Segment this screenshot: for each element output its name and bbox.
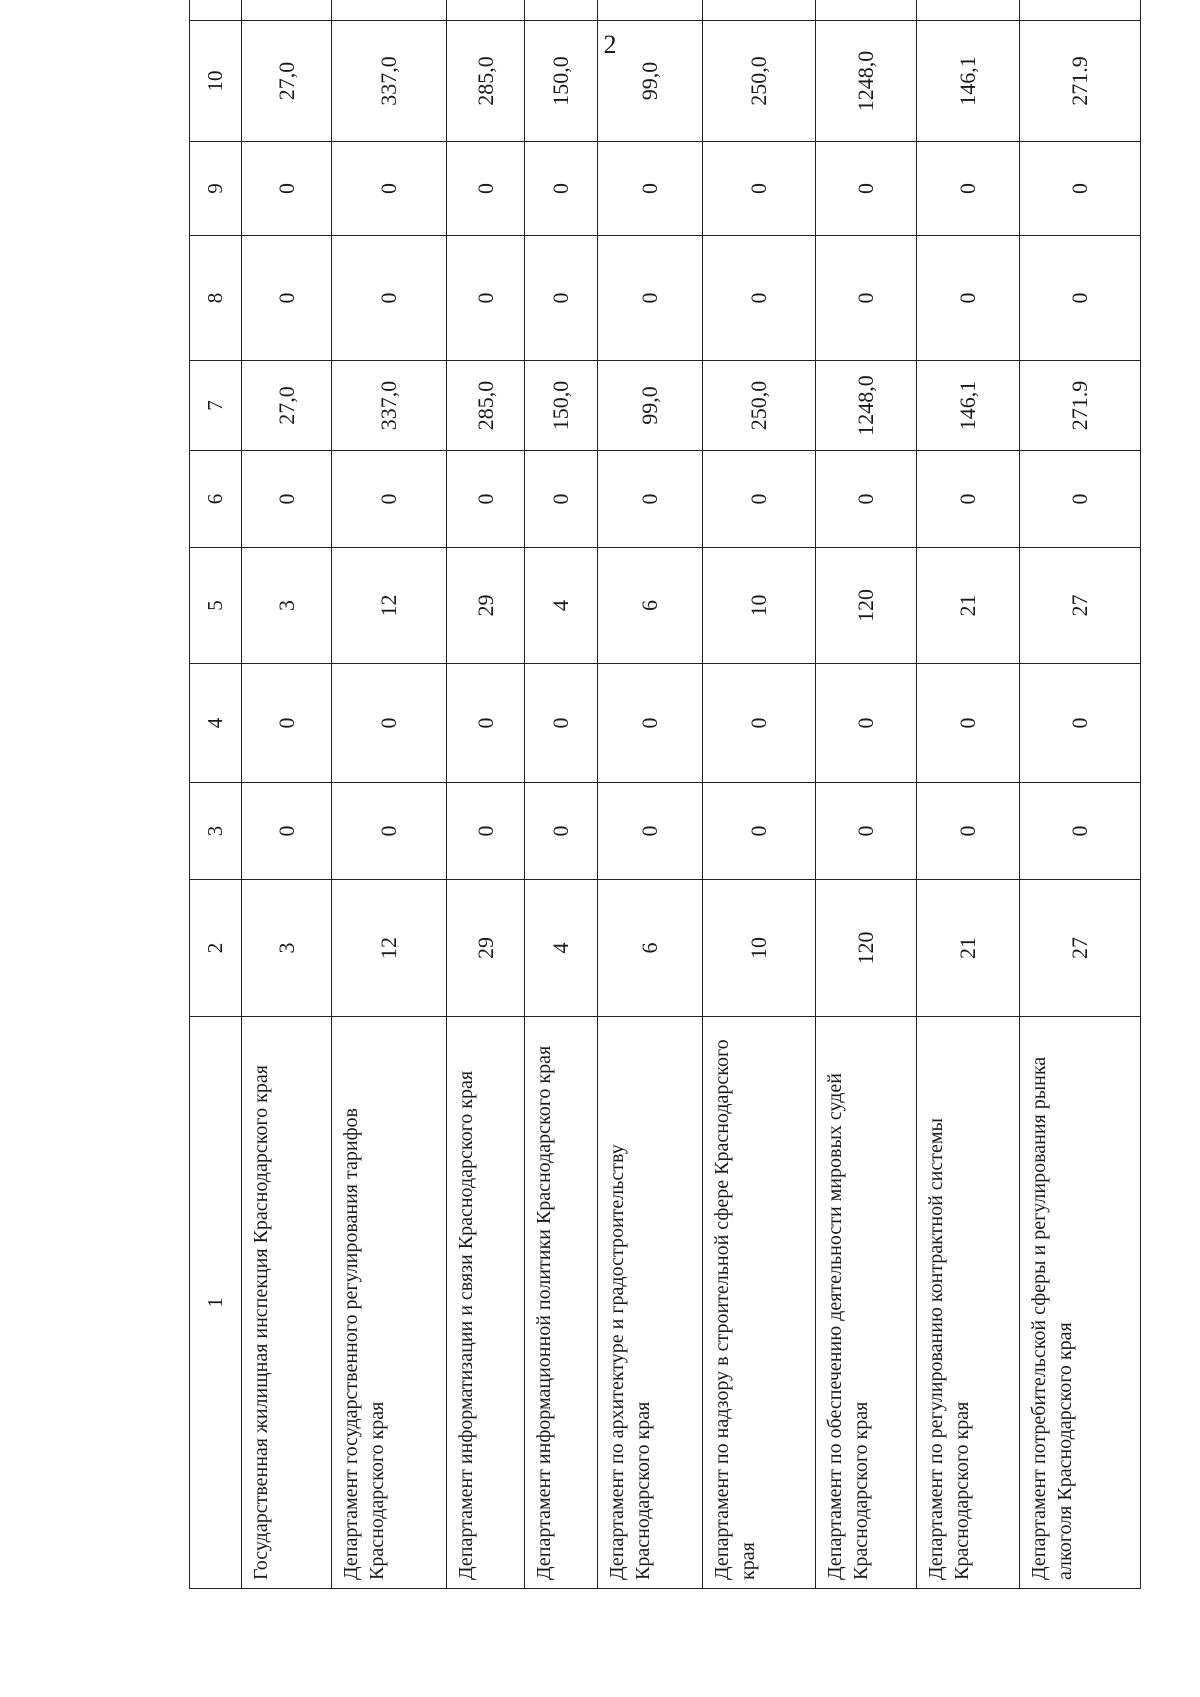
- value-cell: 0: [816, 664, 917, 783]
- value-cell: 0: [816, 451, 917, 548]
- value-cell: 6: [598, 548, 703, 664]
- value-cell: 337,0: [332, 361, 447, 451]
- value-cell: 0: [1020, 236, 1141, 361]
- value-cell: 0: [703, 451, 816, 548]
- value-cell: 0: [1020, 451, 1141, 548]
- value-cell: 150,0: [525, 21, 598, 142]
- header-cell: 4: [190, 664, 242, 783]
- header-cell: 5: [190, 548, 242, 664]
- value-cell: 0: [242, 142, 332, 236]
- value-cell: 12: [332, 548, 447, 664]
- value-cell: 0: [917, 451, 1020, 548]
- value-cell: [917, 0, 1020, 21]
- value-cell: [525, 0, 598, 21]
- value-cell: 0: [447, 451, 525, 548]
- value-cell: 6: [598, 880, 703, 1017]
- rotated-table-frame: [189, 50, 1140, 1589]
- value-cell: 21: [917, 880, 1020, 1017]
- value-cell: 0: [1020, 142, 1141, 236]
- value-cell: [816, 0, 917, 21]
- value-cell: 0: [598, 236, 703, 361]
- value-cell: 99,0: [598, 21, 703, 142]
- page-number: 2: [603, 30, 617, 59]
- value-cell: 0: [917, 664, 1020, 783]
- value-cell: 1248,0: [816, 361, 917, 451]
- value-cell: 0: [332, 664, 447, 783]
- value-cell: 250,0: [703, 21, 816, 142]
- value-cell: 27,0: [242, 361, 332, 451]
- value-cell: 0: [525, 664, 598, 783]
- value-cell: 0: [598, 664, 703, 783]
- value-cell: 10: [703, 880, 816, 1017]
- value-cell: 29: [447, 880, 525, 1017]
- value-cell: 0: [525, 142, 598, 236]
- value-cell: 0: [332, 451, 447, 548]
- header-cell: 10: [190, 21, 242, 142]
- value-cell: 0: [703, 664, 816, 783]
- value-cell: 0: [447, 783, 525, 880]
- value-cell: 120: [816, 548, 917, 664]
- department-name-cell: Департамент по надзору в строительной сфере Краснодарского края: [703, 1017, 816, 1589]
- header-cell: [190, 0, 242, 21]
- department-name-cell: Департамент потребительской сферы и регулирования рынка алкоголя Краснодарского края: [1020, 1017, 1141, 1589]
- value-cell: 0: [525, 236, 598, 361]
- header-cell: 3: [190, 783, 242, 880]
- value-cell: 0: [703, 236, 816, 361]
- value-cell: 0: [816, 236, 917, 361]
- value-cell: 0: [703, 142, 816, 236]
- value-cell: 21: [917, 548, 1020, 664]
- value-cell: 0: [1020, 664, 1141, 783]
- department-name-cell: Департамент по обеспечению деятельности мировых судей Краснодарского края: [816, 1017, 917, 1589]
- value-cell: 0: [332, 783, 447, 880]
- value-cell: 3: [242, 548, 332, 664]
- value-cell: [332, 0, 447, 21]
- department-name-cell: Государственная жилищная инспекция Краснодарского края: [242, 1017, 332, 1589]
- value-cell: 3: [242, 880, 332, 1017]
- value-cell: 0: [242, 664, 332, 783]
- value-cell: 0: [447, 236, 525, 361]
- table-header-row: [190, 0, 242, 1589]
- value-cell: 0: [598, 451, 703, 548]
- department-name-cell: Департамент по регулированию контрактной системы Краснодарского края: [917, 1017, 1020, 1589]
- value-cell: 0: [525, 783, 598, 880]
- value-cell: [1020, 0, 1141, 21]
- value-cell: 0: [703, 783, 816, 880]
- table-row: [242, 0, 332, 1589]
- value-cell: 285,0: [447, 361, 525, 451]
- value-cell: [447, 0, 525, 21]
- table-row: [525, 0, 598, 1589]
- table-row: [816, 0, 917, 1589]
- value-cell: 99,0: [598, 361, 703, 451]
- department-name-cell: Департамент информационной политики Краснодарского края: [525, 1017, 598, 1589]
- value-cell: 0: [242, 451, 332, 548]
- value-cell: 27,0: [242, 21, 332, 142]
- value-cell: 146,1: [917, 21, 1020, 142]
- value-cell: 0: [332, 142, 447, 236]
- value-cell: 271.9: [1020, 21, 1141, 142]
- value-cell: 4: [525, 548, 598, 664]
- value-cell: 0: [242, 236, 332, 361]
- value-cell: 150,0: [525, 361, 598, 451]
- table-row: [1020, 0, 1141, 1589]
- header-cell: 9: [190, 142, 242, 236]
- header-cell: 7: [190, 361, 242, 451]
- department-name-cell: Департамент информатизации и связи Краснодарского края: [447, 1017, 525, 1589]
- value-cell: 1248,0: [816, 21, 917, 142]
- value-cell: 0: [598, 142, 703, 236]
- header-cell: 1: [190, 1017, 242, 1589]
- value-cell: 0: [525, 451, 598, 548]
- value-cell: 0: [917, 783, 1020, 880]
- table-row: [332, 0, 447, 1589]
- value-cell: [598, 0, 703, 21]
- department-name-cell: Департамент государственного регулирования тарифов Краснодарского края: [332, 1017, 447, 1589]
- table-row: [917, 0, 1020, 1589]
- value-cell: 0: [917, 236, 1020, 361]
- value-cell: 0: [447, 664, 525, 783]
- value-cell: 0: [447, 142, 525, 236]
- value-cell: 10: [703, 548, 816, 664]
- value-cell: 271.9: [1020, 361, 1141, 451]
- value-cell: 250,0: [703, 361, 816, 451]
- value-cell: [242, 0, 332, 21]
- value-cell: 120: [816, 880, 917, 1017]
- value-cell: 0: [598, 783, 703, 880]
- table-row: [598, 0, 703, 1589]
- value-cell: 0: [816, 142, 917, 236]
- value-cell: 0: [917, 142, 1020, 236]
- value-cell: 0: [816, 783, 917, 880]
- value-cell: 285,0: [447, 21, 525, 142]
- header-cell: 2: [190, 880, 242, 1017]
- value-cell: 4: [525, 880, 598, 1017]
- data-table: [189, 0, 1141, 1589]
- header-cell: 6: [190, 451, 242, 548]
- department-name-cell: Департамент по архитектуре и градостроительству Краснодарского края: [598, 1017, 703, 1589]
- value-cell: 0: [332, 236, 447, 361]
- value-cell: 146,1: [917, 361, 1020, 451]
- table-row: [703, 0, 816, 1589]
- value-cell: 29: [447, 548, 525, 664]
- header-cell: 8: [190, 236, 242, 361]
- value-cell: 27: [1020, 880, 1141, 1017]
- value-cell: 27: [1020, 548, 1141, 664]
- value-cell: 12: [332, 880, 447, 1017]
- value-cell: 337,0: [332, 21, 447, 142]
- value-cell: 0: [1020, 783, 1141, 880]
- value-cell: 0: [242, 783, 332, 880]
- table-row: [447, 0, 525, 1589]
- value-cell: [703, 0, 816, 21]
